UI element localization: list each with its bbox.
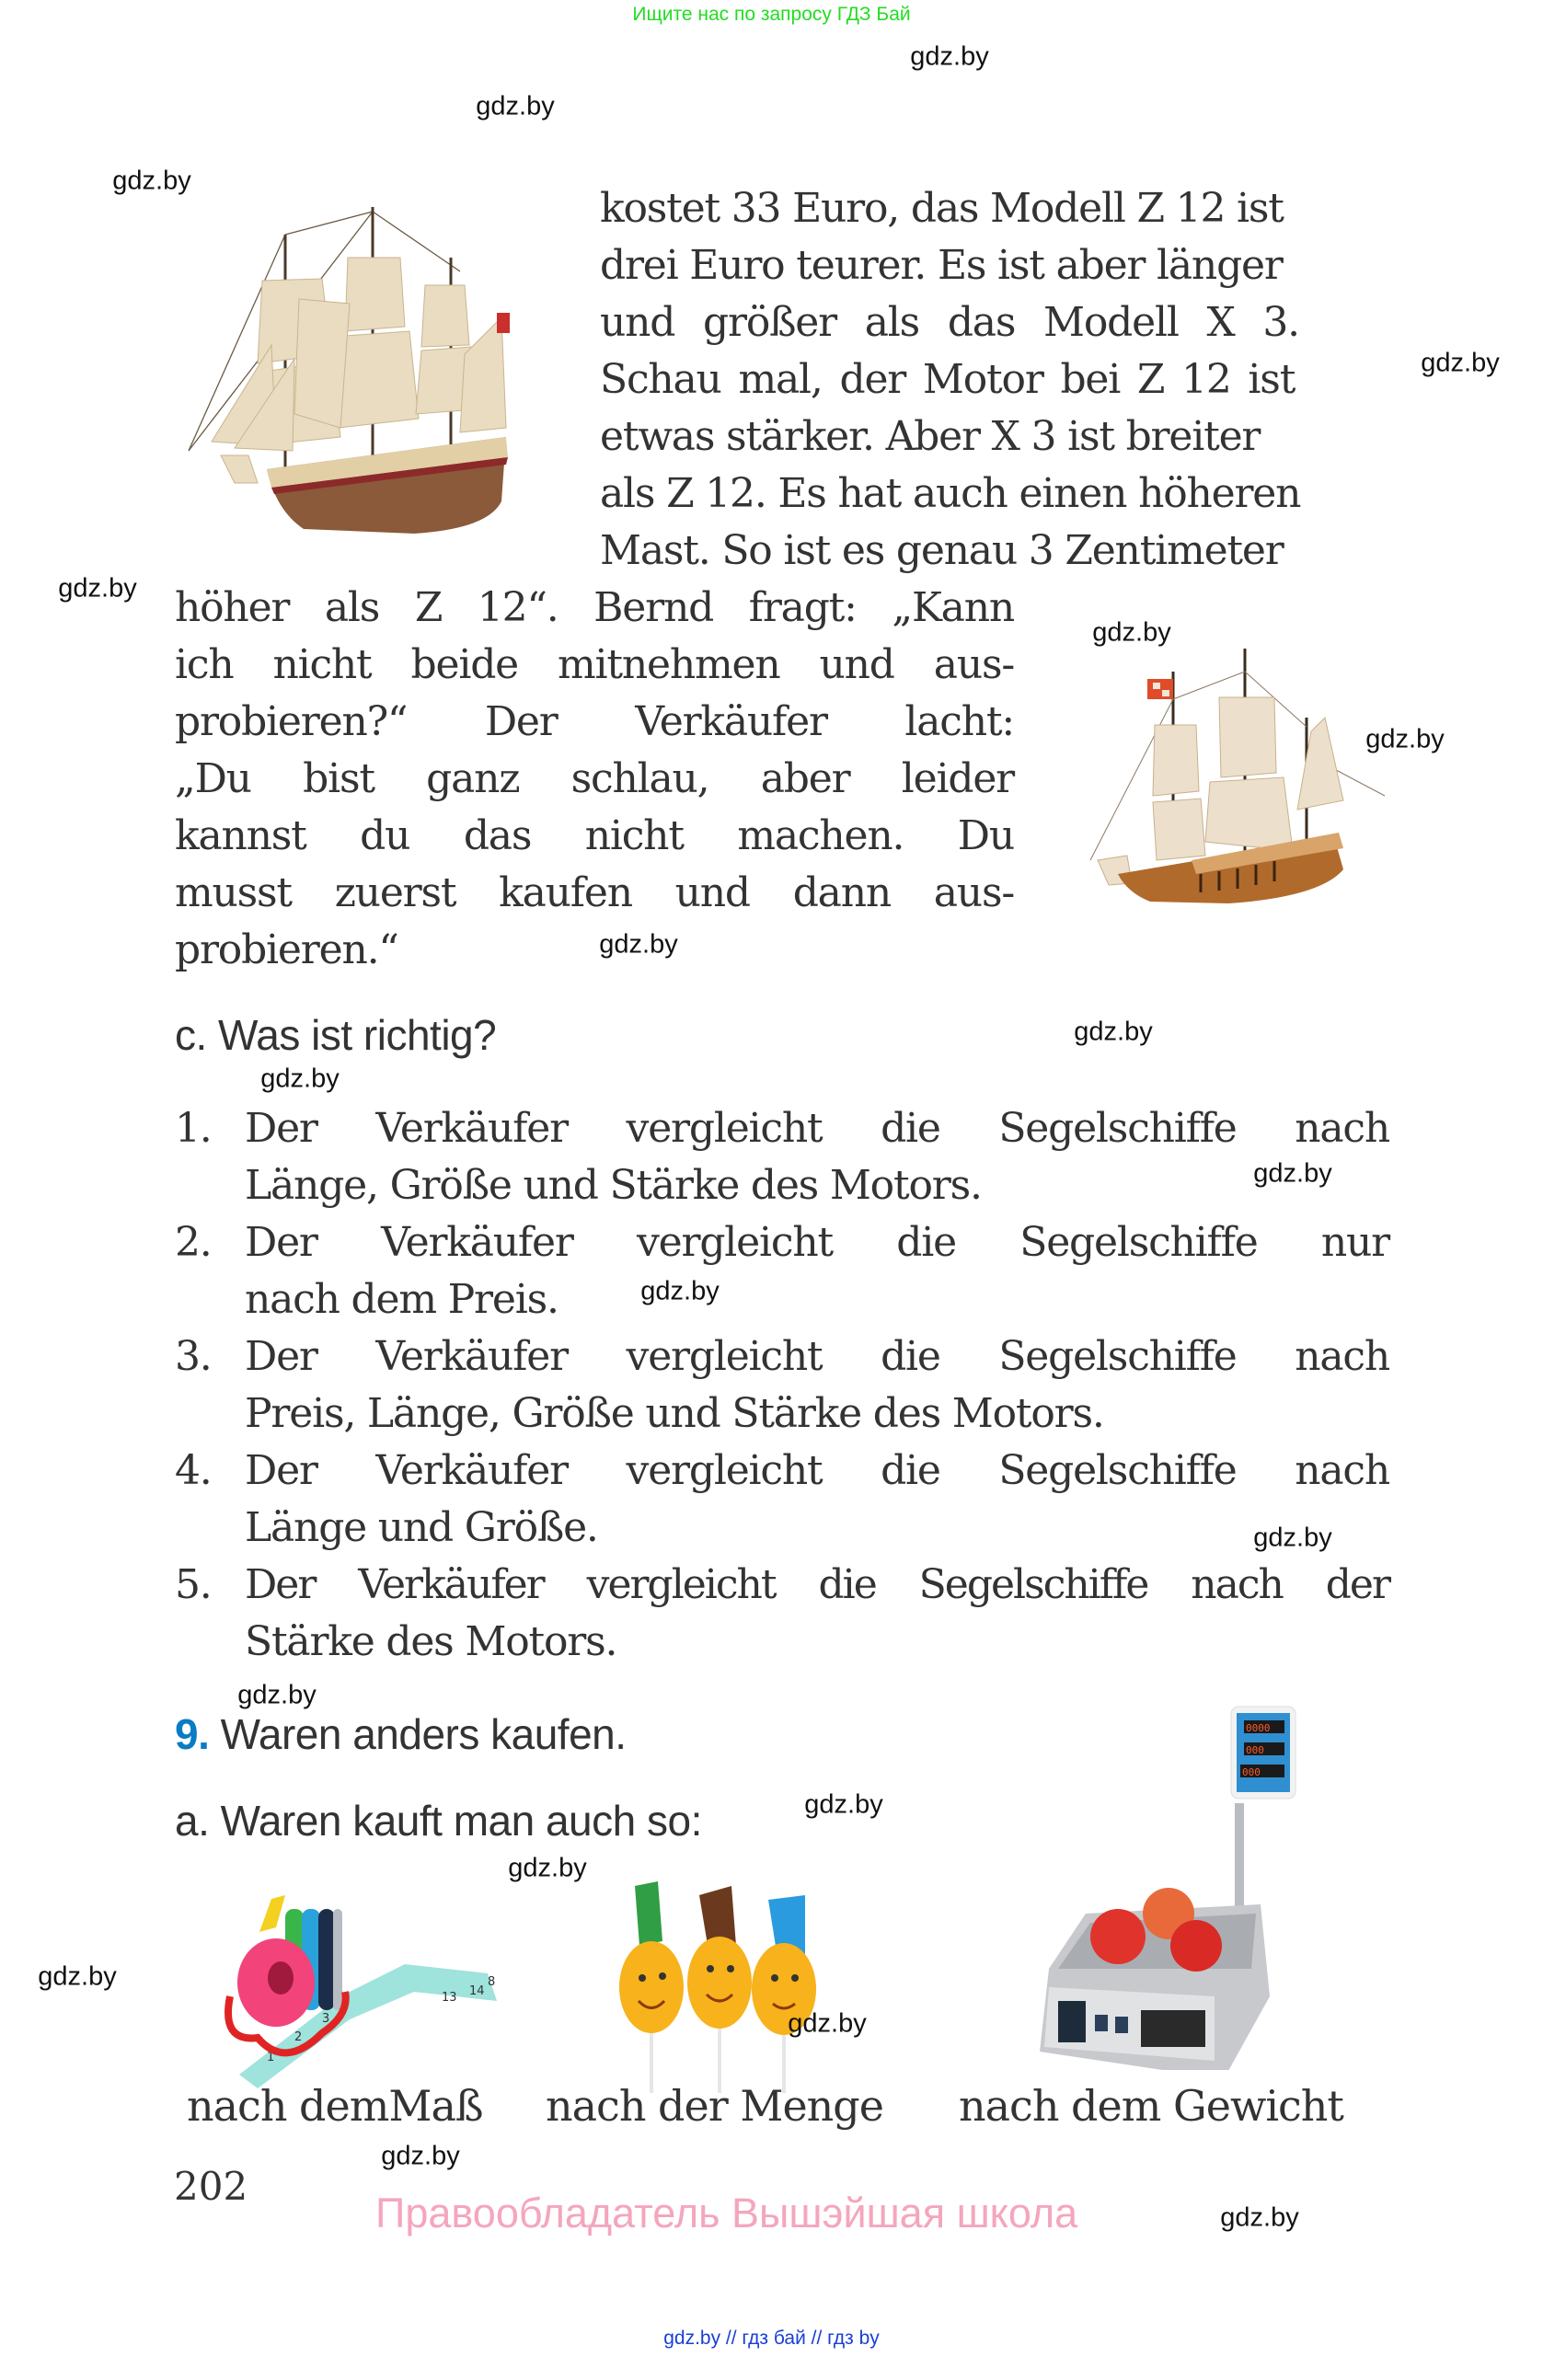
option-line-2 xyxy=(245,1614,1389,1671)
exercise-title: Waren anders kaufen. xyxy=(220,1710,627,1758)
watermark: gdz.by xyxy=(58,573,137,604)
option-line-2 xyxy=(245,1271,1389,1328)
option-line-2 xyxy=(245,1500,1389,1557)
paragraph-line: „Du bist ganz schlau, aber leider xyxy=(175,755,1014,802)
paragraph-line: probieren.“ xyxy=(175,926,398,973)
watermark: gdz.by xyxy=(476,91,555,121)
paragraph-line: und größer als das Modell X 3. xyxy=(600,299,1299,346)
exercise-9a-subtitle: a. Waren kauft man auch so: xyxy=(175,1797,702,1845)
watermark: gdz.by xyxy=(640,1276,720,1306)
scale-display-weight: 0000 xyxy=(1246,1722,1271,1734)
answer-option-2[interactable] xyxy=(175,1214,1389,1328)
scale-display-total: 000 xyxy=(1242,1766,1261,1778)
paragraph-line: musst zuerst kaufen und dann aus- xyxy=(175,869,1014,916)
watermark: gdz.by xyxy=(599,929,678,960)
option-text: Preis, Länge, Größe und Stärke des Motors. xyxy=(245,1390,1104,1437)
watermark: gdz.by xyxy=(1253,1523,1332,1553)
sailing-ship-image-2 xyxy=(1081,644,1394,920)
paragraph-line: probieren?“ Der Verkäufer lacht: xyxy=(175,698,1014,745)
option-text: Länge, Größe und Stärke des Motors. xyxy=(245,1162,982,1209)
option-line-2 xyxy=(245,1157,1389,1214)
paragraph-2 xyxy=(175,580,1014,979)
paragraph-line: Mast. So ist es genau 3 Zentimeter xyxy=(600,527,1284,574)
caption-by-weight: nach dem Gewicht xyxy=(959,2081,1343,2131)
option-line-1 xyxy=(245,1328,1389,1385)
watermark: gdz.by xyxy=(1074,1017,1153,1047)
paragraph-1 xyxy=(600,180,1389,580)
watermark: gdz.by xyxy=(910,41,989,72)
option-number: 4. xyxy=(175,1447,212,1494)
option-text: Länge und Größe. xyxy=(245,1504,598,1551)
paragraph-line: drei Euro teurer. Es ist aber länger xyxy=(600,242,1283,289)
paragraph-line: höher als Z 12“. Bernd fragt: „Kann xyxy=(175,584,1014,631)
option-line-1 xyxy=(245,1100,1389,1157)
page-number: 202 xyxy=(174,2164,248,2209)
option-text: Der Verkäufer vergleicht die Segelschiffe nach der xyxy=(245,1561,1389,1608)
option-line-2 xyxy=(245,1385,1389,1443)
option-text: nach dem Preis. xyxy=(245,1276,558,1323)
footer-links[interactable]: gdz.by // гдз бай // гдз by xyxy=(663,2328,880,2349)
watermark: gdz.by xyxy=(112,166,191,196)
scale-with-apples-image xyxy=(1031,1693,1307,2070)
answer-option-5[interactable] xyxy=(175,1557,1389,1671)
option-text: Der Verkäufer vergleicht die Segelschiffe nach xyxy=(245,1333,1389,1380)
paragraph-line: kannst du das nicht machen. Du xyxy=(175,812,1014,859)
paragraph-line: ich nicht beide mitnehmen und aus- xyxy=(175,641,1014,688)
sailing-ship-image-1 xyxy=(184,207,543,557)
watermark: gdz.by xyxy=(804,1789,883,1820)
svg-text:13: 13 xyxy=(442,1991,457,2005)
top-search-notice: Ищите нас по запросу ГДЗ Бай xyxy=(632,4,911,25)
paragraph-line: Schau mal, der Motor bei Z 12 ist xyxy=(600,356,1295,403)
watermark: gdz.by xyxy=(1253,1158,1332,1189)
watermark: gdz.by xyxy=(1220,2202,1299,2233)
watermark: gdz.by xyxy=(1092,617,1171,648)
watermark: gdz.by xyxy=(381,2141,460,2171)
exercise-9-heading xyxy=(175,1709,627,1759)
ribbon-measuring-tape-image xyxy=(193,1886,524,2088)
caption-by-measure: nach demMaß xyxy=(187,2081,483,2131)
paragraph-line: kostet 33 Euro, das Modell Z 12 ist xyxy=(600,185,1284,232)
answer-option-3[interactable] xyxy=(175,1328,1389,1443)
scale-display-price: 000 xyxy=(1246,1744,1264,1756)
watermark: gdz.by xyxy=(1421,348,1500,378)
option-number: 5. xyxy=(175,1561,212,1608)
option-line-1 xyxy=(245,1214,1389,1271)
option-line-1 xyxy=(245,1443,1389,1500)
watermark: gdz.by xyxy=(38,1961,117,1992)
watermark: gdz.by xyxy=(508,1853,587,1883)
answer-option-4[interactable] xyxy=(175,1443,1389,1557)
option-text: Stärke des Motors. xyxy=(245,1618,617,1665)
watermark: gdz.by xyxy=(788,2008,867,2039)
answer-option-1[interactable] xyxy=(175,1100,1389,1214)
paragraph-line: als Z 12. Es hat auch einen höheren xyxy=(600,470,1301,517)
option-number: 2. xyxy=(175,1219,212,1266)
option-line-1 xyxy=(245,1557,1389,1614)
watermark: gdz.by xyxy=(237,1680,317,1710)
svg-text:8: 8 xyxy=(488,1975,496,1989)
option-number: 3. xyxy=(175,1333,212,1380)
svg-text:1: 1 xyxy=(267,2051,275,2064)
svg-text:14: 14 xyxy=(469,1984,485,1998)
watermark: gdz.by xyxy=(260,1064,340,1094)
lollipops-image xyxy=(607,1877,883,2098)
svg-text:3: 3 xyxy=(322,2012,330,2026)
watermark: gdz.by xyxy=(1365,724,1445,754)
option-text: Der Verkäufer vergleicht die Segelschiffe nach xyxy=(245,1105,1389,1152)
rights-holder: Правообладатель Вышэйшая школа xyxy=(375,2190,1078,2236)
option-number: 1. xyxy=(175,1105,212,1152)
paragraph-line: etwas stärker. Aber X 3 ist breiter xyxy=(600,413,1261,460)
option-text: Der Verkäufer vergleicht die Segelschiffe nur xyxy=(245,1219,1389,1266)
section-c-title: c. Was ist richtig? xyxy=(175,1011,497,1059)
svg-text:2: 2 xyxy=(294,2030,303,2044)
option-text: Der Verkäufer vergleicht die Segelschiffe nach xyxy=(245,1447,1389,1494)
exercise-number: 9. xyxy=(175,1710,210,1758)
caption-by-quantity: nach der Menge xyxy=(546,2081,883,2131)
